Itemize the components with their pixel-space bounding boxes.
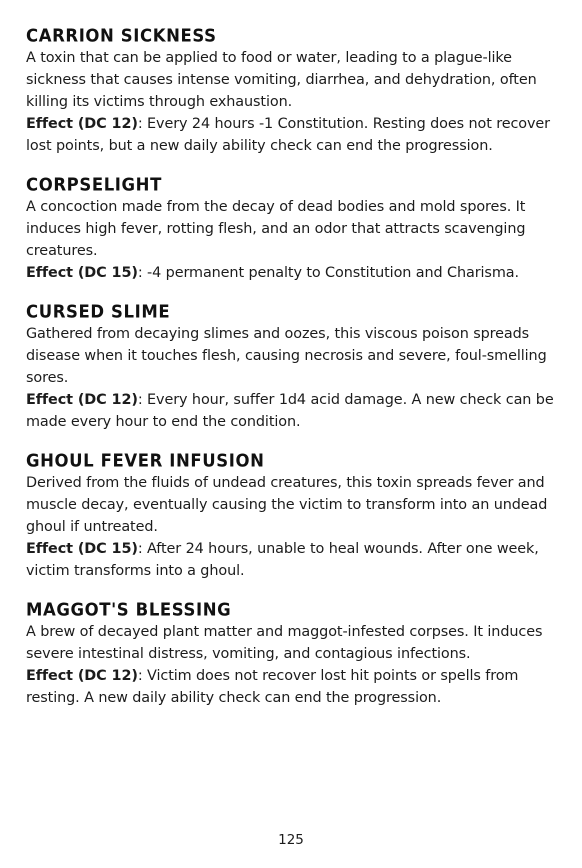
effect-text: : Every hour, suffer 1d4 acid damage. A new check can be made every hour to end the condition. [26, 392, 554, 430]
effect-label: Effect (DC 15) [26, 265, 138, 281]
entry-description: A brew of decayed plant matter and maggot-infested corpses. It induces severe intestinal distress, vomiting, and contagious infections. [26, 624, 543, 662]
entry-description: A concoction made from the decay of dead bodies and mold spores. It induces high fever, rotting flesh, and an odor that attracts scavenging creatures. [26, 199, 526, 259]
effect-label: Effect (DC 12) [26, 668, 138, 684]
entry-title: CORPSELIGHT [26, 175, 162, 195]
entry-carrion-sickness [26, 26, 558, 157]
page-number: 125 [278, 832, 304, 848]
entry-description: A toxin that can be applied to food or water, leading to a plague-like sickness that causes intense vomiting, diarrhea, and dehydration, often killing its victims through exhaustion. [26, 50, 537, 110]
entry-title: GHOUL FEVER INFUSION [26, 451, 265, 471]
entry-effect [26, 389, 558, 433]
entry-title: CARRION SICKNESS [26, 26, 217, 46]
entry-effect [26, 113, 558, 157]
entry-cursed-slime [26, 302, 558, 433]
entry-corpselight [26, 175, 558, 284]
entry-maggots-blessing [26, 600, 558, 709]
effect-text: : Victim does not recover lost hit points or spells from resting. A new daily ability check can end the progression. [26, 668, 519, 706]
entry-title: MAGGOT'S BLESSING [26, 600, 232, 620]
entry-description: Gathered from decaying slimes and oozes, this viscous poison spreads disease when it touches flesh, causing necrosis and severe, foul-smelling sores. [26, 326, 547, 386]
page-content [26, 26, 558, 727]
entry-effect [26, 665, 558, 709]
effect-label: Effect (DC 15) [26, 541, 138, 557]
effect-text: : After 24 hours, unable to heal wounds. After one week, victim transforms into a ghoul. [26, 541, 539, 579]
entry-effect [26, 262, 558, 284]
effect-label: Effect (DC 12) [26, 392, 138, 408]
entry-description: Derived from the fluids of undead creatures, this toxin spreads fever and muscle decay, eventually causing the victim to transform into an undead ghoul if untreated. [26, 475, 548, 535]
entry-title: CURSED SLIME [26, 302, 171, 322]
effect-text: : -4 permanent penalty to Constitution and Charisma. [137, 265, 519, 281]
effect-label: Effect (DC 12) [26, 116, 138, 132]
entry-ghoul-fever-infusion [26, 451, 558, 582]
entry-effect [26, 538, 558, 582]
effect-text: : Every 24 hours -1 Constitution. Resting does not recover lost points, but a new daily ability check can end the progression. [26, 116, 550, 154]
